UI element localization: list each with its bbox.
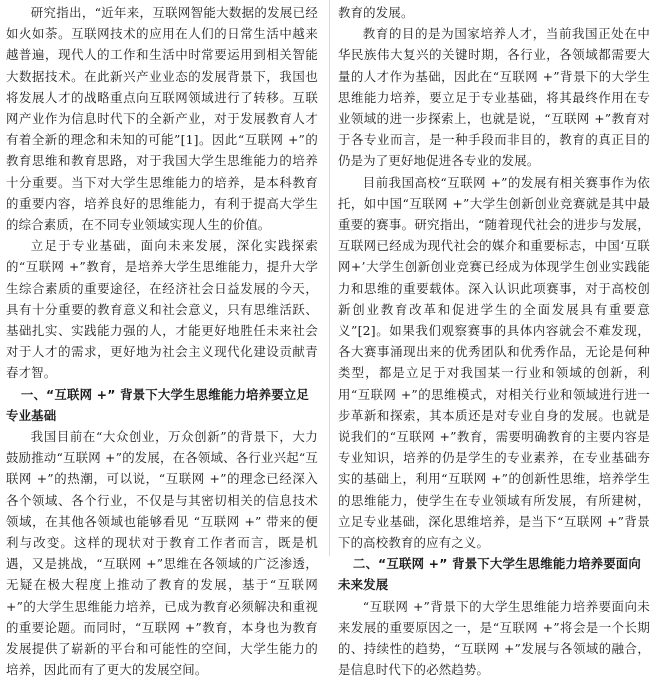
paragraph: 我国目前在“大众创业，万众创新”的背景下，大力鼓励推动“互联网 +”的发展，在各领域、各行业兴起“互联网 +”的热潮，可以说，“互联网 +”的理念已经深入各个领域、各个行业，不仅是与其密切相关的信息技术领域，在其他各领域也能够看见 “互联网 +” 带来的便利与改变。这样的现状对于教育工作者而言，既是机遇，又是挑战，“互联网 +”思维在各领域的广泛渗透，无疑在极大程度上推动了教育的发展，基于“互联网 +”的大学生思维能力培养，已成为教育必须解决和重视的重要论题。而同时，“互联网 +”教育，本身也为教育发展提供了崭新的平台和可能性的空间，大学生能力的培养，因此而有了更大的发展空间。 bbox=[6, 429, 318, 678]
paragraph: 立足于专业基础，面向未来发展，深化实践探索的“互联网 +”教育，是培养大学生思维能力，提升大学生综合素质的重要途径，在经济社会日益发展的今天，具有十分重要的教育意义和社会意义，只有思维活跃、基础扎实、实践能力强的人，才能更好地胜任未来社会对于人才的需求，更好地为社会主义现代化建设贡献青春才智。 bbox=[6, 238, 318, 381]
paragraph: 目前我国高校“互联网 +”的发展有相关赛事作为依托，如中国“互联网 +”大学生创新创业竞赛就是其中最重要的赛事。研究指出，“随着现代社会的进步与发展，互联网已经成为现代社会的媒介和重要标志，中国‘互联网+’大学生创新创业竞赛已经成为体现学生创业实践能力和思维的重要载体。深入认识此项赛事，对于高校创新创业教育改革和促进学生的全面发展具有重要意义”[2]。如果我们观察赛事的具体内容就会不难发现，各大赛事涌现出来的优秀团队和优秀作品，无论是何种类型，都是立足于对我国某一行业和领域的创新，利用“互联网 +”的思维模式，对相关行业和领域进行进一步革新和探索，其本质还是对专业自身的发展。也就是说我们的“互联网 +”教育，需要明确教育的主要内容是专业知识，培养的仍是学生的专业素养，在专业基础夯实的基础上，利用“互联网 +”的创新性思维，培养学生的思维能力，使学生在专业领域有所发展，有所建树，立足专业基础，深化思维培养，是当下“互联网 +”背景下的高校教育的应有之义。 bbox=[338, 174, 650, 551]
paragraph: 研究指出，“近年来，互联网智能大数据的发展已经如火如荼。互联网技术的应用在人们的日常生活中越来越普遍，现代人的工作和生活中时常要运用到相关智能大数据技术。在此新兴产业业态的发展背景下，我国也将发展人才的战略重点向互联网领域进行了转移。互联网产业作为信息时代下的全新产业，对于发展教育人才有着全新的理念和未知的可能”[1]。因此“互联网 +”的教育思维和教育思路，对于我国大学生思维能力的培养十分重要。当下对大学生思维能力的培养，是本科教育的重要内容，培养良好的思维能力，有利于提高大学生的综合素质，在不同专业领域实现人生的价值。 bbox=[6, 5, 318, 233]
column-divider bbox=[329, 0, 330, 556]
section-heading-2: 二、“互联网 +” 背景下大学生思维能力培养要面向未来发展 bbox=[338, 556, 641, 593]
paragraph: 教育的发展。 bbox=[338, 5, 414, 20]
right-column bbox=[338, 2, 650, 681]
section-heading-1: 一、“互联网 +” 背景下大学生思维能力培养要立足专业基础 bbox=[6, 386, 309, 423]
paragraph: “互联网 +”背景下的大学生思维能力培养要面向未来发展的重要原因之一，是“互联网 +”将会是一个长期的、持续性的趋势，“互联网 +”发展与各领域的融合，是信息时代下的必然趋势。 bbox=[338, 598, 650, 678]
paragraph: 教育的目的是为国家培养人才，当前我国正处在中华民族伟大复兴的关键时期，各行业，各领域都需要大量的人才作为基础，因此在“互联网 +”背景下的大学生思维能力培养，要立足于专业基础，将其最终作用在专业领域的进一步探索上，也就是说，“互联网 +”教育对于各专业而言，是一种手段而非目的，教育的真正目的仍是为了更好地促进各专业的发展。 bbox=[338, 26, 650, 169]
left-column bbox=[6, 2, 318, 681]
